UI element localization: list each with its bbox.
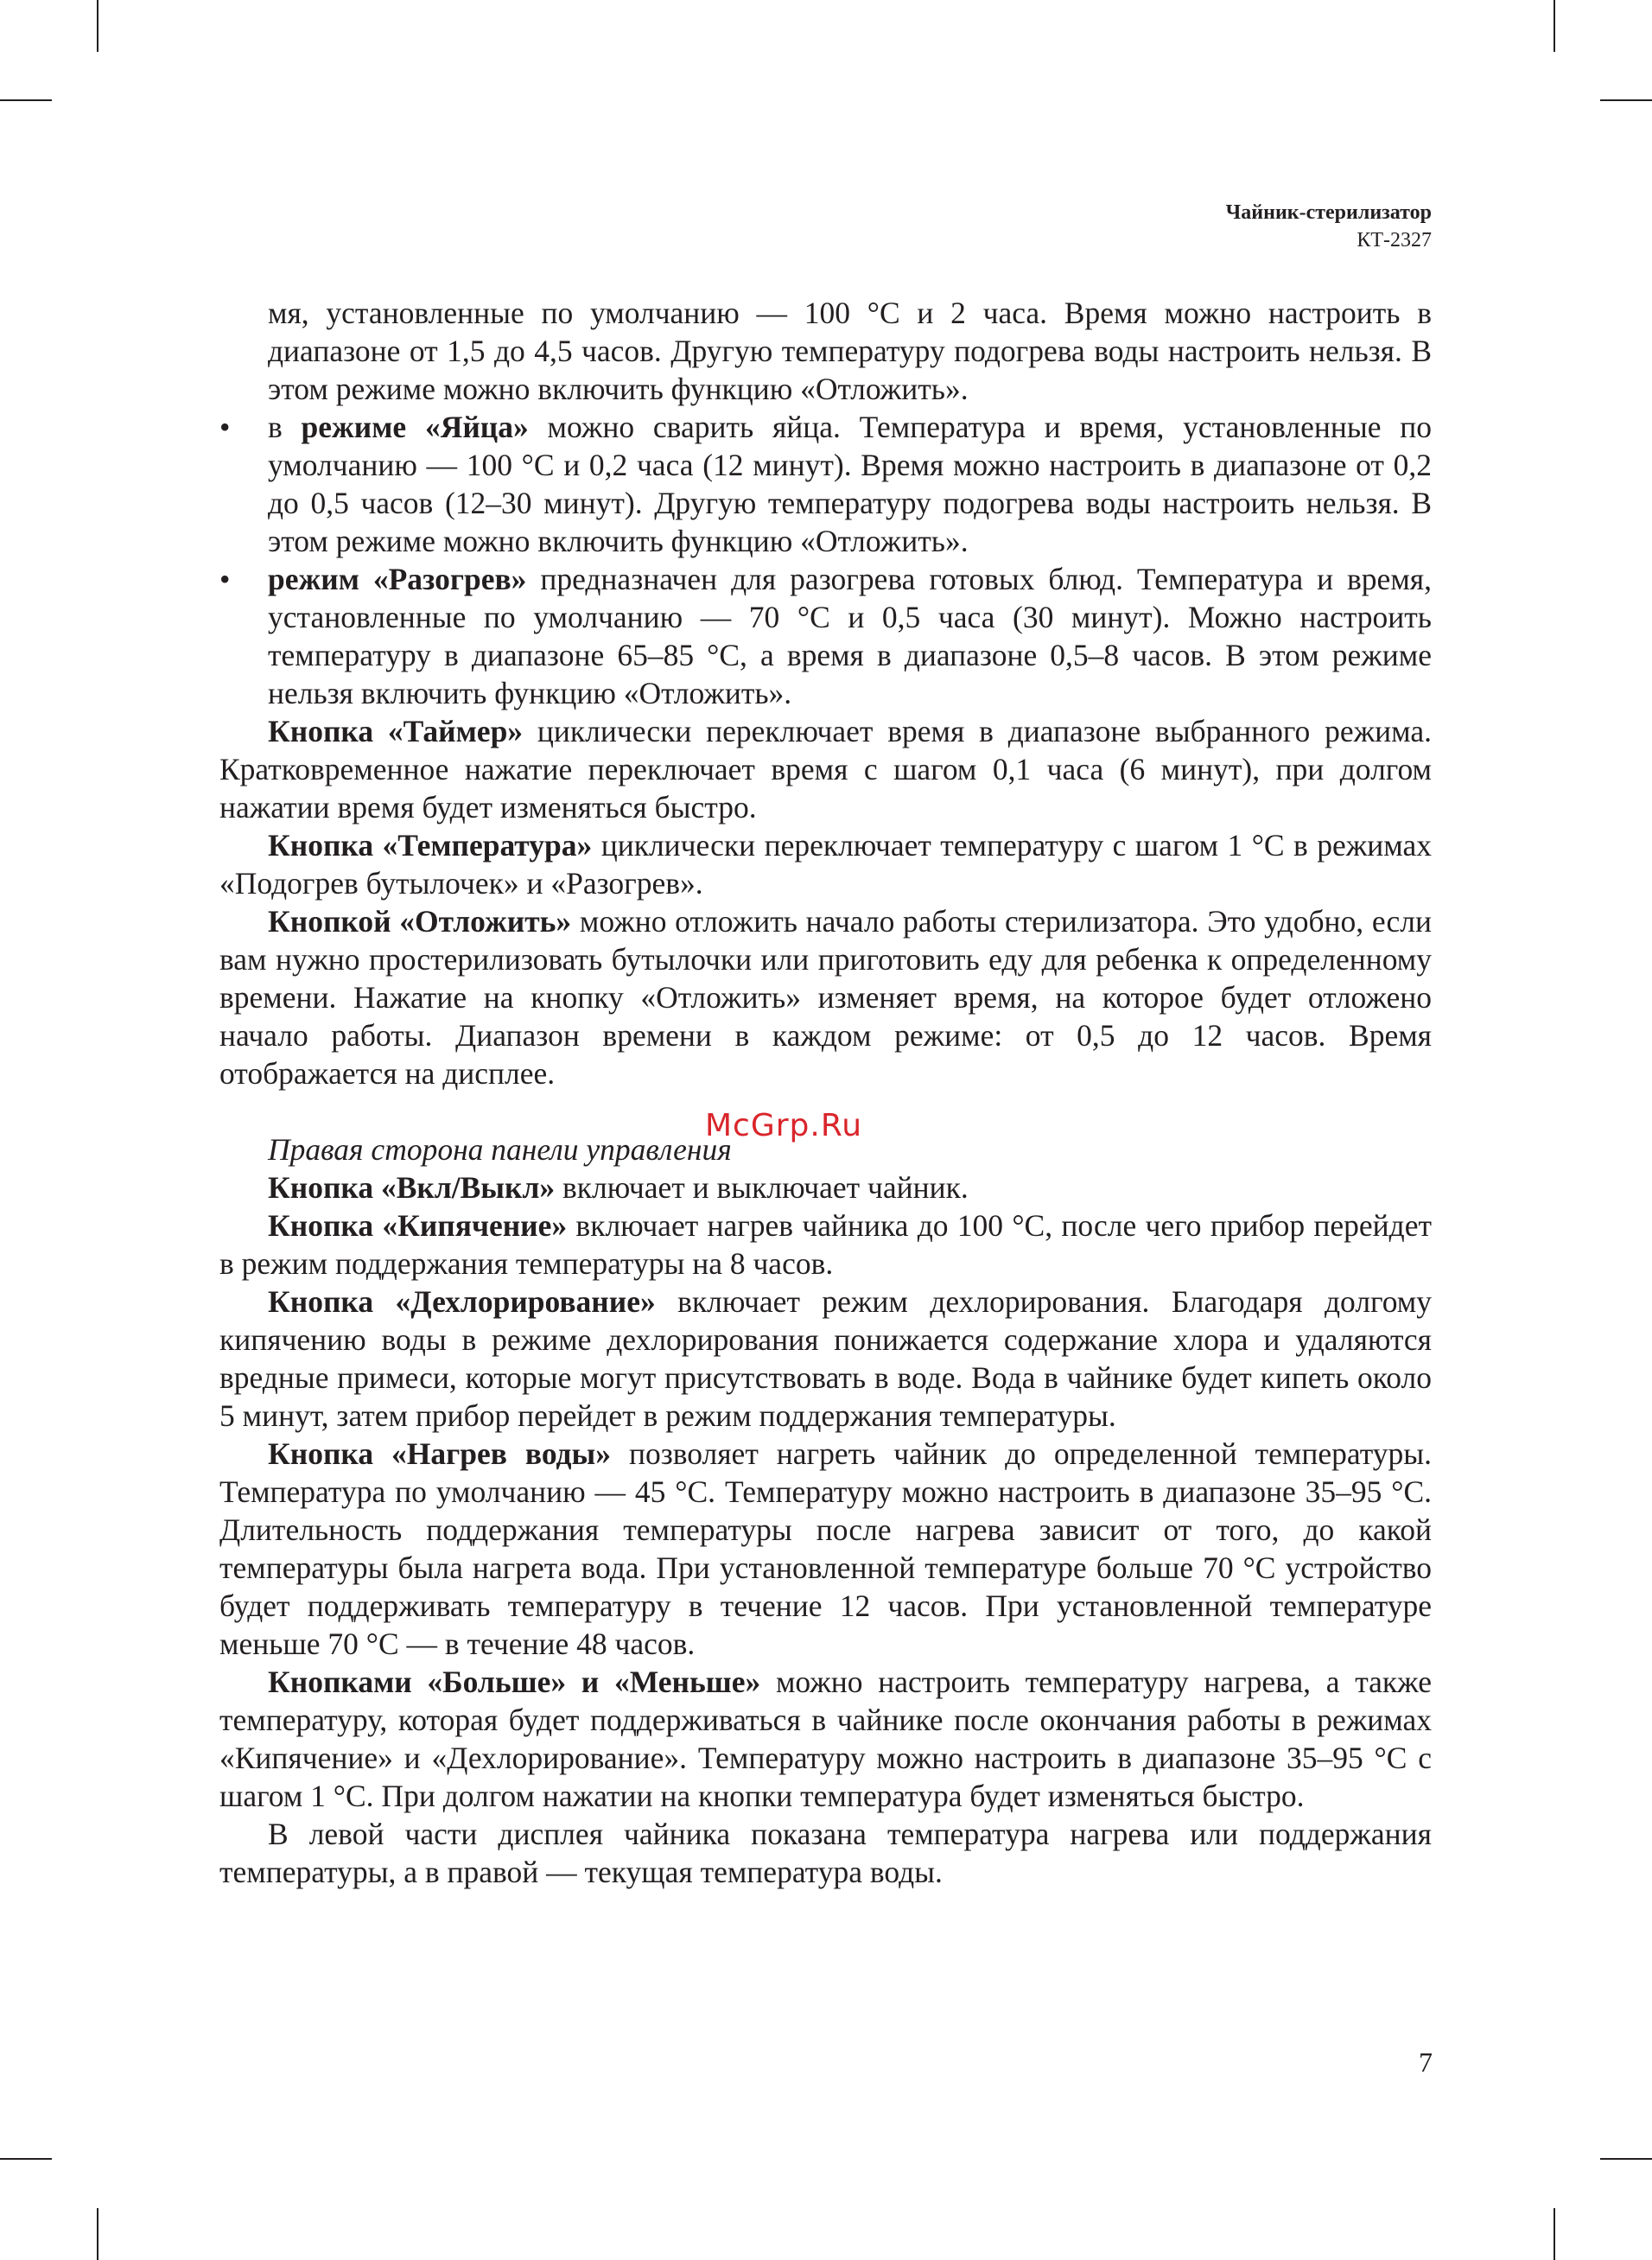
paragraph-boil-button (219, 1206, 1432, 1283)
crop-mark-left-bottom (0, 2158, 52, 2160)
paragraph-display: В левой части дисплея чайника показана температура нагрева или поддержания температуры, а в правой — текущая температура воды. (219, 1817, 1432, 1889)
paragraph-power-button (219, 1168, 1432, 1206)
paragraph-text: циклически переключает температуру с шагом 1 °С в режимах «Подогрев бутылочек» и «Разогрев». (219, 828, 1432, 901)
bullet-prefix: в (268, 410, 302, 444)
paragraph-text: можно настроить температуру нагрева, а также температуру, которая будет поддерживаться в чайнике после окончания работы в режимах «Кипячение» и «Дехлорирование». Температуру можно настроить в диапазоне 35–95 °С с шагом 1 °С. При долгом нажатии на кнопки температура будет изменяться быстро. (219, 1665, 1432, 1813)
bold-term: Кнопка «Температура» (268, 828, 593, 863)
paragraph-text: включает нагрев чайника до 100 °С, после чего прибор перейдет в режим поддержания температуры на 8 часов. (219, 1208, 1432, 1281)
bold-term: Кнопка «Таймер» (268, 714, 524, 748)
running-header (1226, 199, 1432, 254)
crop-mark-top-right (1554, 0, 1555, 52)
crop-mark-right-top (1600, 99, 1652, 101)
crop-mark-right-bottom (1600, 2158, 1652, 2160)
bold-term: Кнопка «Кипячение» (268, 1208, 568, 1243)
crop-mark-top-left (97, 0, 98, 52)
paragraph-water-heating-button (219, 1435, 1432, 1663)
paragraph-continued: мя, установленные по умолчанию — 100 °С и 2 часа. Время можно настроить в диапазоне от 1,5 до 4,5 часов. Другую температуру подогрева воды настроить нельзя. В этом режиме можно включить функцию «Отложить». (268, 296, 1432, 406)
bullet-reheat-mode (219, 560, 1432, 712)
paragraph-text: позволяет нагреть чайник до определенной температуры. Температура по умолчанию — 45 °С. Температуру можно настроить в диапазоне 35–95 °С. Длительность поддержания температуры после нагрева зависит от того, до какой температуры была нагрета вода. При установленной температуре больше 70 °С устройство будет поддерживать температуру в течение 12 часов. При установленной температуре меньше 70 °С — в течение 48 часов. (219, 1436, 1432, 1661)
page-content (219, 294, 1432, 1891)
bold-term: Кнопка «Вкл/Выкл» (268, 1170, 556, 1205)
bold-term: Кнопками «Больше» и «Меньше» (268, 1665, 761, 1699)
bold-term: Кнопкой «Отложить» (268, 904, 572, 939)
paragraph-text: включает и выключает чайник. (555, 1170, 969, 1205)
section-title: Правая сторона панели управления (268, 1132, 732, 1167)
paragraph-text: циклически переключает время в диапазоне выбранного режима. Кратковременное нажатие переключает время с шагом 0,1 часа (6 минут), при долгом нажатии время будет изменяться быстро. (219, 714, 1432, 824)
crop-mark-left-top (0, 99, 52, 101)
paragraph-dechlorination-button (219, 1283, 1432, 1435)
bold-term: режиме «Яйца» (301, 410, 529, 444)
paragraph-temperature-button (219, 826, 1432, 902)
crop-mark-bottom-left (97, 2208, 98, 2260)
bullet-text: можно сварить яйца. Температура и время, установленные по умолчанию — 100 °С и 0,2 часа (12 минут). Время можно настроить в диапазоне от 0,2 до 0,5 часов (12–30 минут). Другую температуру подогрева воды настроить нельзя. В этом режиме можно включить функцию «Отложить». (268, 410, 1432, 558)
paragraph-timer-button (219, 712, 1432, 826)
crop-mark-bottom-right (1554, 2208, 1555, 2260)
paragraph-text: можно отложить начало работы стерилизатора. Это удобно, если вам нужно простерилизовать бутылочки или приготовить еду для ребенка к определенному времени. Нажатие на кнопку «Отложить» изменяет время, на которое будет отложено начало работы. Диапазон времени в каждом режиме: от 0,5 до 12 часов. Время отображается на дисплее. (219, 904, 1432, 1091)
paragraph-delay-button (219, 902, 1432, 1092)
page-number: 7 (1419, 2047, 1433, 2078)
watermark-text: McGrp.Ru (705, 1108, 863, 1143)
bullet-dot: • (219, 562, 231, 596)
paragraph-more-less-buttons (219, 1663, 1432, 1815)
bullet-text: предназначен для разогрева готовых блюд. Температура и время, установленные по умолчанию — 70 °С и 0,5 часа (30 минут). Можно настроить температуру в диапазоне 65–85 °С, а время в диапазоне 0,5–8 часов. В этом режиме нельзя включить функцию «Отложить». (268, 562, 1432, 710)
bold-term: Кнопка «Дехлорирование» (268, 1284, 656, 1319)
header-title: Чайник-стерилизатор (1225, 201, 1432, 224)
header-model: КТ-2327 (1357, 229, 1432, 251)
bullet-dot: • (219, 410, 231, 444)
bullet-eggs-mode (219, 408, 1432, 560)
bold-term: Кнопка «Нагрев воды» (268, 1436, 611, 1471)
paragraph-text: включает режим дехлорирования. Благодаря долгому кипячению воды в режиме дехлорирования понижается содержание хлора и удаляются вредные примеси, которые могут присутствовать в воде. Вода в чайнике будет кипеть около 5 минут, затем прибор перейдет в режим поддержания температуры. (219, 1284, 1432, 1433)
bold-term: режим «Разогрев» (268, 562, 527, 596)
